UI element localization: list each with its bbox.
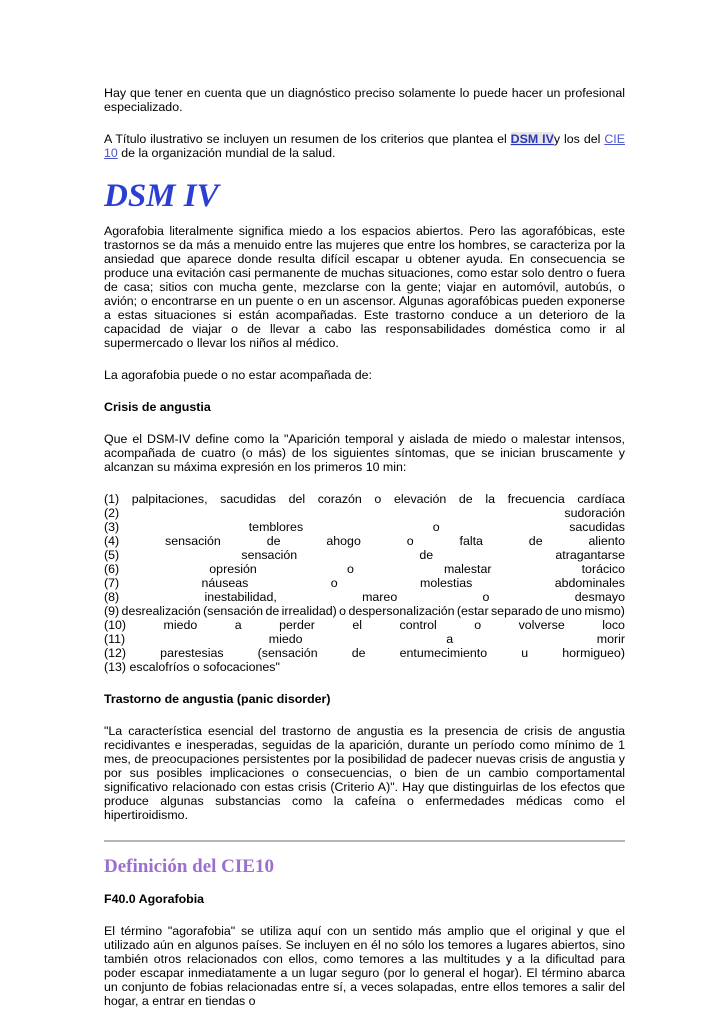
symptom-word: (3) bbox=[104, 520, 120, 534]
symptom-word: a bbox=[446, 632, 454, 646]
symptom-word: de bbox=[265, 604, 280, 618]
symptom-word: (8) bbox=[104, 590, 120, 604]
dsm-accompanied: La agorafobia puede o no estar acompañada de: bbox=[104, 368, 372, 382]
symptom-word: malestar bbox=[443, 562, 492, 576]
intro-text-middle: y los del bbox=[553, 132, 605, 146]
symptom-word: mismo) bbox=[584, 604, 625, 618]
dsm-description: Agorafobia literalmente significa miedo a los espacios abiertos. Pero las agorafóbicas, este trastornos se da más a menuido entre las mujeres que entre los hombres, se caracteriza por la ansiedad que aparece donde resulta difícil escapar u obtener ayuda. En consecuencia se produce una evitación casi permanente de muchas situaciones, como estar solo dentro o fuera de casa; sitios con mucha gente, mezclarse con la gente; viajar en automóvil, autobús, o avión; o encontrarse en un puente o en un ascensor. Algunas agorafóbicas pueden exponerse a estas situaciones si están acompañadas. Este trastorno conduce a un deterioro de la capacidad de viajar o de llevar a cabo las responsabilidades doméstica como ir al supermercado o llevar los niños al médico. bbox=[104, 224, 625, 350]
symptom-word: (7) bbox=[104, 576, 120, 590]
symptom-word: (sensación bbox=[257, 646, 318, 660]
symptom-word: atragantarse bbox=[555, 548, 625, 562]
symptom-row bbox=[104, 604, 625, 618]
symptom-word: del bbox=[288, 492, 306, 506]
symptom-word: de bbox=[458, 492, 473, 506]
intro-text-before: A Título ilustrativo se incluyen un resumen de los criterios que plantea el bbox=[104, 132, 511, 146]
crisis-title: Crisis de angustia bbox=[104, 400, 211, 414]
symptom-row bbox=[104, 562, 625, 576]
symptom-word: volverse bbox=[518, 618, 565, 632]
symptom-word: sacudidas bbox=[569, 520, 625, 534]
symptom-word: (6) bbox=[104, 562, 120, 576]
symptom-word: elevación bbox=[393, 492, 447, 506]
symptom-word: opresión bbox=[209, 562, 257, 576]
symptom-word: entumecimiento bbox=[399, 646, 488, 660]
symptom-word: irrealidad) bbox=[281, 604, 337, 618]
symptom-word: u bbox=[521, 646, 529, 660]
symptom-word: frecuencia bbox=[507, 492, 565, 506]
symptom-word: sudoración bbox=[564, 506, 625, 520]
section-divider bbox=[104, 840, 625, 842]
symptom-row bbox=[104, 618, 625, 632]
symptom-word: torácico bbox=[581, 562, 625, 576]
symptom-word: hormigueo) bbox=[562, 646, 625, 660]
symptom-word: perder bbox=[279, 618, 315, 632]
intro-criteria-paragraph bbox=[104, 132, 625, 160]
symptom-word: abdominales bbox=[554, 576, 625, 590]
symptom-word: corazón bbox=[317, 492, 362, 506]
symptom-word: falta bbox=[459, 534, 483, 548]
symptom-row bbox=[104, 646, 625, 660]
symptom-word: o bbox=[330, 576, 338, 590]
symptom-word: sensación bbox=[241, 548, 298, 562]
dsm-iv-link[interactable]: DSM IV bbox=[510, 132, 554, 146]
symptom-word: desrealización bbox=[121, 604, 201, 618]
symptom-word: miedo bbox=[268, 632, 303, 646]
symptom-word: inestabilidad, bbox=[204, 590, 277, 604]
symptom-word: o bbox=[406, 534, 414, 548]
symptom-row bbox=[104, 660, 625, 674]
panic-title: Trastorno de angustia (panic disorder) bbox=[104, 692, 331, 706]
cie-description: El término "agorafobia" se utiliza aquí con un sentido más amplio que el original y que el utilizado aún en algunos países. Se incluyen en él no sólo los temores a lugares abiertos, sino también otros relacionados con ellos, como temores a las multitudes y a la dificultad para poder escapar inmediatamente a un lugar seguro (por lo general el hogar). El término abarca un conjunto de fobias relacionadas entre sí, a veces solapadas, entre ellos temores a salir del hogar, a entrar en tiendas o bbox=[104, 924, 625, 1008]
symptom-word: separado bbox=[490, 604, 543, 618]
symptom-word: morir bbox=[596, 632, 625, 646]
symptom-row bbox=[104, 492, 625, 506]
symptom-row bbox=[104, 520, 625, 534]
symptom-word: palpitaciones, bbox=[131, 492, 208, 506]
symptom-word: parestesias bbox=[160, 646, 224, 660]
symptom-word: o bbox=[339, 604, 347, 618]
symptom-word: la bbox=[485, 492, 495, 506]
symptom-word: (2) bbox=[104, 506, 120, 520]
symptom-word: (1) bbox=[104, 492, 120, 506]
symptom-word: desmayo bbox=[574, 590, 625, 604]
symptom-word: (11) bbox=[104, 632, 126, 646]
symptom-word: sensación bbox=[165, 534, 221, 548]
symptom-word: (5) bbox=[104, 548, 120, 562]
panic-definition: "La característica esencial del trastorno de angustia es la presencia de crisis de angustia recidivantes e inesperadas, seguidas de la aparición, durante un período como mínimo de 1 mes, de preocupaciones persistentes por la posibilidad de padecer nuevas crisis de angustia y por sus posibles implicaciones o consecuencias, o bien de un cambio comportamental significativo relacionado con estas crisis (Criterio A)". Hay que distinguirlas de los efectos que produce algunas substancias como la cafeína o enfermedades médicas como el hipertiroidismo. bbox=[104, 724, 625, 822]
symptom-word: ahogo bbox=[326, 534, 361, 548]
symptom-word: de bbox=[419, 548, 434, 562]
cie-heading: Definición del CIE10 bbox=[104, 856, 274, 877]
symptom-row bbox=[104, 576, 625, 590]
symptom-word: mareo bbox=[362, 590, 398, 604]
symptom-word: molestias bbox=[420, 576, 473, 590]
symptom-word: (4) bbox=[104, 534, 120, 548]
symptom-word: control bbox=[399, 618, 437, 632]
dsm-heading: DSM IV bbox=[104, 178, 219, 214]
symptom-word: despersonalización bbox=[348, 604, 455, 618]
symptom-word: a bbox=[234, 618, 242, 632]
symptom-word: (13) escalofríos o sofocaciones" bbox=[104, 660, 280, 674]
intro-text-after: de la organización mundial de la salud. bbox=[117, 146, 336, 160]
cie-10-link[interactable]: CIE 10 bbox=[104, 132, 625, 160]
crisis-definition: Que el DSM-IV define como la "Aparición temporal y aislada de miedo o malestar intensos, acompañada de cuatro (o más) de los siguientes síntomas, que se inician bruscamente y alcanzan su máxima expresión en los primeros 10 min: bbox=[104, 432, 625, 474]
symptom-row bbox=[104, 548, 625, 562]
symptom-word: o bbox=[474, 618, 482, 632]
symptom-row bbox=[104, 632, 625, 646]
cie-subtitle: F40.0 Agorafobia bbox=[104, 892, 205, 906]
symptom-word: de bbox=[351, 646, 366, 660]
symptom-word: o bbox=[346, 562, 354, 576]
symptom-word: el bbox=[352, 618, 363, 632]
symptom-row bbox=[104, 506, 625, 520]
intro-paragraph: Hay que tener en cuenta que un diagnóstico preciso solamente lo puede hacer un profesional especializado. bbox=[104, 86, 625, 114]
symptom-word: temblores bbox=[248, 520, 304, 534]
symptom-word: de bbox=[266, 534, 281, 548]
symptom-word: sacudidas bbox=[220, 492, 276, 506]
symptom-list bbox=[104, 492, 625, 674]
symptom-word: loco bbox=[602, 618, 625, 632]
symptom-word: de bbox=[545, 604, 559, 618]
symptom-word: o bbox=[482, 590, 490, 604]
symptom-word: uno bbox=[561, 604, 582, 618]
symptom-word: miedo bbox=[163, 618, 198, 632]
symptom-word: (estar bbox=[456, 604, 489, 618]
symptom-row bbox=[104, 534, 625, 548]
symptom-word: (10) bbox=[104, 618, 127, 632]
symptom-word: náuseas bbox=[201, 576, 249, 590]
symptom-word: o bbox=[374, 492, 382, 506]
symptom-row bbox=[104, 590, 625, 604]
symptom-word: (sensación bbox=[203, 604, 264, 618]
symptom-word: aliento bbox=[588, 534, 625, 548]
symptom-word: (9) bbox=[104, 604, 120, 618]
symptom-word: de bbox=[528, 534, 543, 548]
symptom-word: cardíaca bbox=[577, 492, 625, 506]
symptom-word: (12) bbox=[104, 646, 127, 660]
symptom-word: o bbox=[432, 520, 440, 534]
